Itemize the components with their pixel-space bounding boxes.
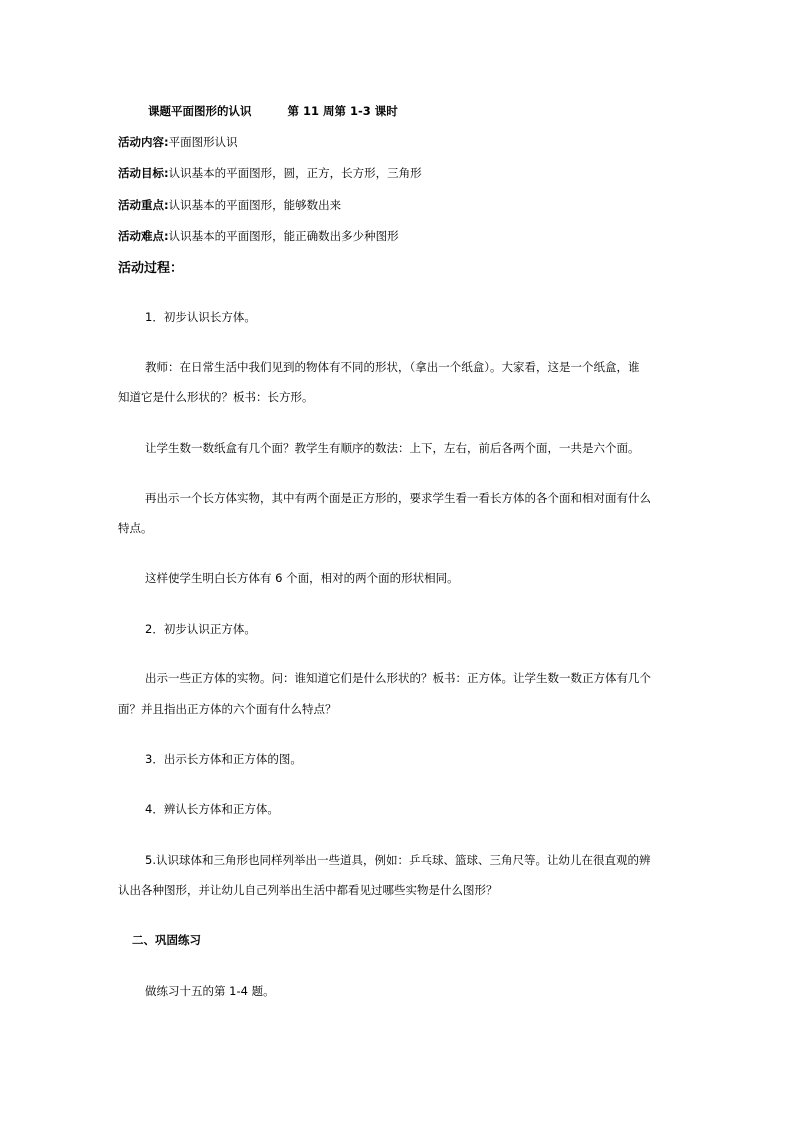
step-4: 4．辨认长方体和正方体。 (145, 802, 279, 816)
paragraph-count-faces: 让学生数一数纸盒有几个面？教学生有顺序的数法：上下，左右，前后各两个面，一共是六个面。 (145, 441, 640, 455)
paragraph-cube-line2: 面？并且指出正方体的六个面有什么特点？ (118, 702, 337, 716)
process-heading: 活动过程： (118, 261, 184, 276)
step-5-line1: 5.认识球体和三角形也同样列举出一些道具，例如：乒乓球、篮球、三角尺等。让幼儿在很直观的辨 (145, 853, 651, 867)
info-key-point (118, 200, 341, 212)
info-value: 认识基本的平面图形，圆，正方，长方形，三角形 (168, 166, 422, 180)
info-value: 平面图形认识 (168, 135, 238, 149)
paragraph-teacher-line2: 知道它是什么形状的？板书：长方形。 (118, 390, 314, 404)
step-5-line2: 认出各种图形，并让幼儿自己列举出生活中都看见过哪些实物是什么图形？ (118, 883, 498, 897)
info-label: 活动难点: (118, 229, 169, 243)
step-2: 2．初步认识正方体。 (145, 622, 256, 636)
info-goal (118, 168, 422, 180)
paragraph-teacher-line1: 教师：在日常生活中我们见到的物体有不同的形状，（拿出一个纸盒）。大家看，这是一个纸盒，谁 (145, 360, 640, 374)
lesson-title-text: 课题平面图形的认识 (148, 104, 252, 118)
info-content (118, 137, 238, 149)
lesson-schedule: 第 11 周第 1-3 课时 (287, 104, 398, 118)
info-value: 认识基本的平面图形，能正确数出多少种图形 (168, 229, 399, 243)
section-2-heading: 二、巩固练习 (132, 933, 201, 947)
paragraph-cube-line1: 出示一些正方体的实物。问：谁知道它们是什么形状的？板书：正方体。让学生数一数正方体有几个 (145, 671, 651, 685)
step-1: 1．初步认识长方体。 (145, 310, 256, 324)
paragraph-cuboid-line1: 再出示一个长方体实物，其中有两个面是正方形的，要求学生看一看长方体的各个面和相对面有什么 (145, 491, 651, 505)
paragraph-six-faces: 这样使学生明白长方体有 6 个面，相对的两个面的形状相同。 (145, 571, 459, 585)
paragraph-cuboid-line2: 特点。 (118, 521, 153, 535)
step-3: 3．出示长方体和正方体的图。 (145, 752, 302, 766)
lesson-title (148, 106, 398, 118)
info-difficulty (118, 231, 399, 243)
section-2-text: 做练习十五的第 1-4 题。 (145, 984, 275, 998)
info-value: 认识基本的平面图形，能够数出来 (168, 198, 342, 212)
info-label: 活动目标: (118, 166, 169, 180)
info-label: 活动重点: (118, 198, 169, 212)
info-label: 活动内容: (118, 135, 169, 149)
